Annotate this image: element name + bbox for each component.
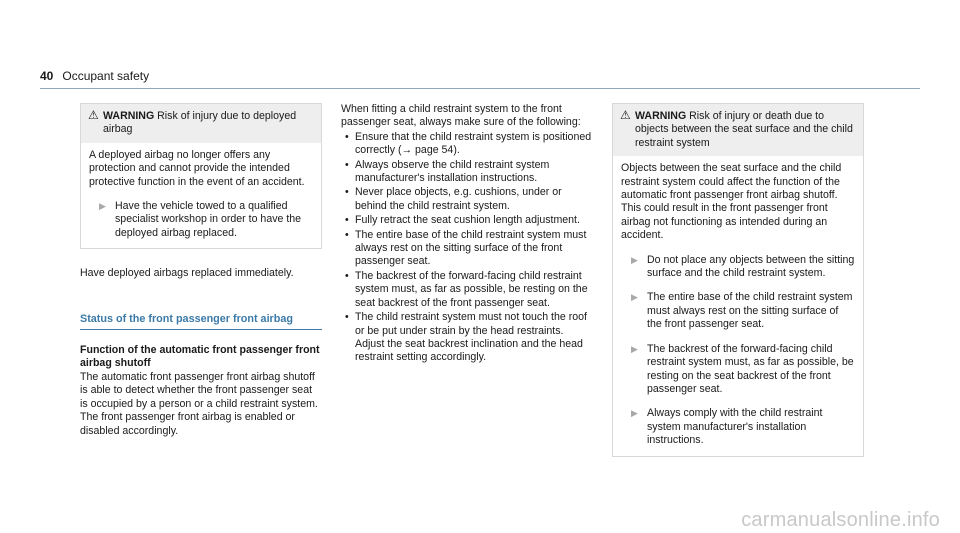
warning-triangle-icon: ⚠: [620, 108, 631, 122]
warning-text: A deployed airbag no longer offers any protection and cannot provide the intended protective function in the event of an accident.: [89, 148, 305, 188]
list-item: • Always observe the child restraint system manufacturer's installation instructions.: [341, 159, 594, 186]
warning-heading: Risk of injury due to deployed airbag: [103, 110, 297, 136]
step-text: Always comply with the child restraint system manufacturer's installation instructions.: [647, 407, 823, 447]
warning-body: [613, 156, 863, 455]
column-right: [612, 103, 864, 457]
warning-header: [81, 104, 321, 143]
section-name: Occupant safety: [62, 69, 150, 83]
warning-header: [613, 104, 863, 156]
warning-triangle-icon: ⚠: [88, 108, 99, 122]
warning-step: [621, 343, 855, 397]
warning-text: This could result in the front passenger front airbag not functioning as intended during an accident.: [621, 202, 828, 242]
warning-heading: Risk of injury or death due to objects between the seat surface and the child restraint system: [635, 110, 853, 149]
warning-step: [621, 254, 855, 281]
sub-heading: Function of the automatic front passenger front airbag shutoff: [80, 344, 320, 370]
step-arrow-icon: ▶: [631, 343, 638, 354]
column-left: [80, 103, 322, 438]
step-text: The entire base of the child restraint system must always rest on the sitting surface of the front passenger seat.: [647, 291, 853, 331]
step-arrow-icon: ▶: [631, 292, 638, 303]
warning-step: [621, 291, 855, 331]
warning-label: WARNING: [635, 110, 687, 122]
warning-box-objects: [612, 103, 864, 457]
step-arrow-icon: ▶: [631, 408, 638, 419]
fitting-bullet-list: [341, 131, 594, 365]
fitting-intro: When fitting a child restraint system to the front passenger seat, always make sure of the following:: [341, 103, 581, 129]
step-text: The backrest of the forward-facing child restraint system must, as far as possible, be resting on the seat backrest of the front passenger seat.: [647, 342, 854, 395]
list-item: • The entire base of the child restraint system must always rest on the sitting surface of the front passenger seat.: [341, 229, 594, 269]
warning-step: [89, 200, 313, 240]
step-text: Have the vehicle towed to a qualified specialist workshop in order to have the deployed airbag replaced.: [115, 200, 302, 239]
warning-text: Objects between the seat surface and the child restraint system could affect the function of the automatic front passenger front airbag shutoff.: [621, 162, 842, 202]
replace-airbag-text: Have deployed airbags replaced immediately.: [80, 267, 294, 280]
warning-label: WARNING: [103, 110, 155, 122]
step-arrow-icon: ▶: [99, 201, 106, 212]
list-item: • Ensure that the child restraint system is positioned correctly (→ page 54).: [341, 131, 594, 158]
page-number: 40: [40, 69, 54, 83]
section-title: Status of the front passenger front airbag: [80, 313, 322, 330]
column-middle: [341, 103, 594, 365]
list-item: • Never place objects, e.g. cushions, under or behind the child restraint system.: [341, 186, 594, 213]
page-header: [40, 70, 149, 83]
sub-text: The automatic front passenger front airbag shutoff is able to detect whether the front passenger seat is occupied by a person or a child restraint system. The front passenger front airbag is enabled or disabled accordingly.: [80, 370, 318, 437]
step-arrow-icon: ▶: [631, 254, 638, 265]
watermark: carmanualsonline.info: [741, 508, 940, 531]
warning-step: [621, 407, 855, 447]
warning-box-airbag: [80, 103, 322, 249]
list-item: • Fully retract the seat cushion length adjustment.: [341, 214, 594, 227]
list-item: • The child restraint system must not touch the roof or be put under strain by the head restraints. Adjust the seat backrest inclination and the head restraint setting accordingly.: [341, 311, 594, 365]
step-text: Do not place any objects between the sitting surface and the child restraint system.: [647, 253, 855, 280]
header-divider: [40, 88, 920, 89]
list-item: • The backrest of the forward-facing child restraint system must, as far as possible, be resting on the seat backrest of the front passenger seat.: [341, 270, 594, 310]
warning-body: [81, 143, 321, 248]
